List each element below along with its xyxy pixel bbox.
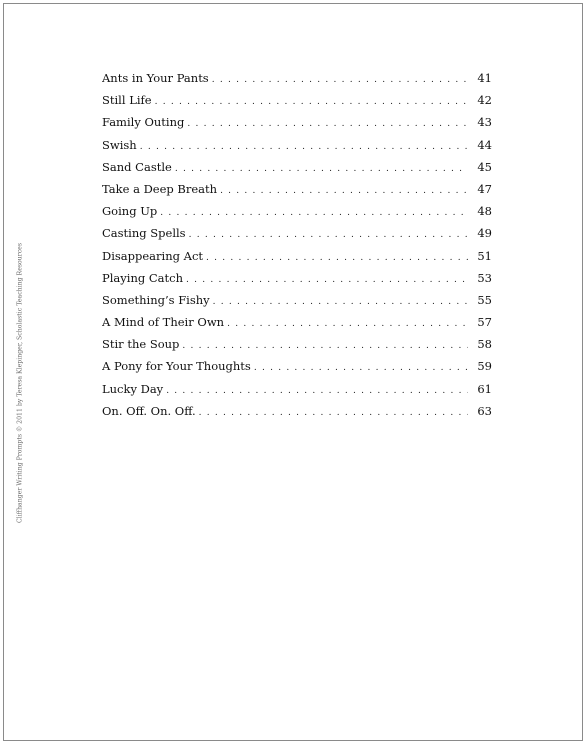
toc-entry bbox=[102, 156, 492, 178]
toc-dot-leader bbox=[199, 402, 468, 422]
toc-entry bbox=[102, 333, 492, 355]
toc-entry-title: Ants in Your Pants bbox=[102, 71, 209, 85]
toc-dot-leader bbox=[212, 69, 468, 89]
toc-dot-leader bbox=[227, 313, 468, 333]
toc-entry-page: 41 bbox=[477, 71, 492, 85]
toc-dot-leader bbox=[186, 269, 468, 289]
toc-entry-page: 45 bbox=[477, 159, 492, 174]
toc-entry bbox=[102, 111, 492, 133]
toc-entry-page: 59 bbox=[477, 359, 492, 374]
toc-dot-leader bbox=[189, 224, 468, 244]
copyright-credit: Cliffhanger Writing Prompts © 2011 by Teresa Klepinger, Scholastic Teaching Resources bbox=[16, 242, 24, 524]
toc-entry bbox=[102, 378, 492, 400]
toc-dot-leader bbox=[206, 247, 468, 267]
toc-entry-page: 63 bbox=[477, 403, 492, 418]
toc-entry bbox=[102, 289, 492, 311]
toc-entry-title: Take a Deep Breath bbox=[102, 181, 218, 196]
toc-entry-page: 61 bbox=[477, 381, 492, 396]
toc-entry-title: Going Up bbox=[102, 204, 158, 219]
toc-entry-page: 53 bbox=[477, 270, 492, 285]
toc-dot-leader bbox=[187, 113, 468, 133]
toc-entry bbox=[102, 355, 492, 377]
toc-entry bbox=[102, 267, 492, 289]
toc-entry bbox=[102, 200, 492, 222]
toc-dot-leader bbox=[166, 380, 468, 400]
toc-dot-leader bbox=[220, 180, 468, 200]
toc-dot-leader bbox=[160, 202, 468, 222]
toc-entry-title: On. Off. On. Off. bbox=[102, 403, 196, 418]
toc-entry-title: Sand Castle bbox=[102, 159, 172, 174]
toc-entry-title: Stir the Soup bbox=[102, 337, 180, 352]
toc-entry-title: A Pony for Your Thoughts bbox=[102, 359, 251, 374]
toc-entry-page: 47 bbox=[477, 181, 492, 196]
toc-entry-page: 43 bbox=[477, 115, 492, 130]
toc-entry-page: 48 bbox=[477, 204, 492, 219]
toc-dot-leader bbox=[254, 357, 468, 377]
toc-entry bbox=[102, 400, 492, 422]
toc-dot-leader bbox=[140, 136, 468, 156]
toc-entry-title: Disappearing Act bbox=[102, 248, 204, 263]
toc-entry bbox=[102, 67, 492, 89]
toc-entry bbox=[102, 134, 492, 156]
toc-entry-page: 44 bbox=[477, 137, 492, 152]
toc-entry-title: Still Life bbox=[102, 93, 152, 108]
toc-entry bbox=[102, 311, 492, 333]
toc-entry-title: Family Outing bbox=[102, 115, 185, 130]
toc-entry bbox=[102, 222, 492, 244]
toc-entry-page: 51 bbox=[477, 248, 492, 263]
toc-entry bbox=[102, 178, 492, 200]
toc-entry-page: 42 bbox=[477, 93, 492, 108]
toc-entry bbox=[102, 89, 492, 111]
toc-dot-leader bbox=[175, 158, 468, 178]
toc-entry-title: A Mind of Their Own bbox=[102, 315, 225, 330]
document-page bbox=[3, 3, 583, 741]
toc-entry-page: 49 bbox=[477, 226, 492, 241]
table-of-contents bbox=[102, 67, 492, 422]
toc-dot-leader bbox=[155, 91, 468, 111]
toc-entry bbox=[102, 245, 492, 267]
toc-dot-leader bbox=[213, 291, 468, 311]
toc-entry-title: Lucky Day bbox=[102, 381, 164, 396]
toc-dot-leader bbox=[182, 335, 468, 355]
toc-entry-title: Playing Catch bbox=[102, 270, 183, 285]
toc-entry-page: 57 bbox=[477, 315, 492, 330]
toc-entry-title: Swish bbox=[102, 137, 137, 152]
toc-entry-title: Casting Spells bbox=[102, 226, 186, 241]
toc-entry-page: 55 bbox=[477, 292, 492, 307]
toc-entry-title: Something’s Fishy bbox=[102, 292, 210, 307]
toc-entry-page: 58 bbox=[477, 337, 492, 352]
